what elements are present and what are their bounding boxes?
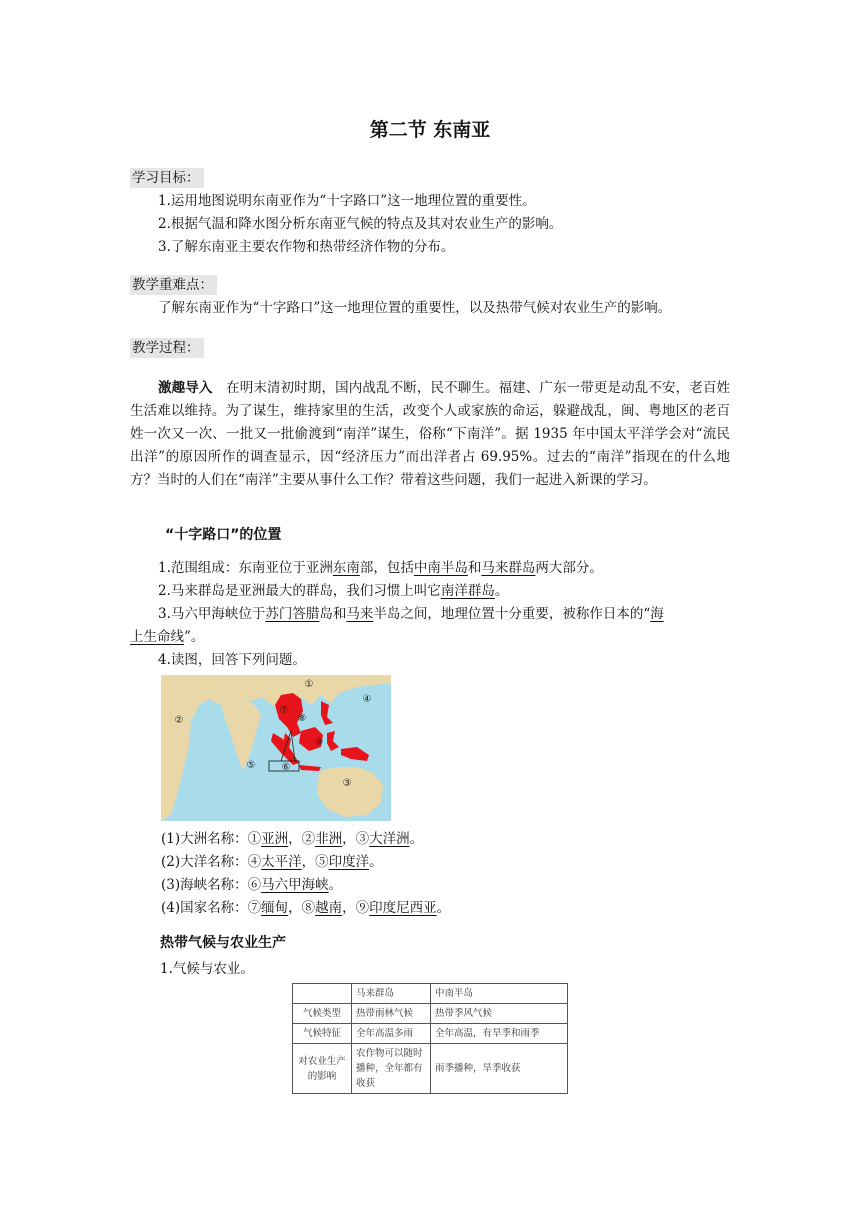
climate-table	[292, 983, 568, 1094]
key-points-text: 了解东南亚作为“十字路口”这一地理位置的重要性，以及热带气候对农业生产的影响。	[158, 300, 672, 316]
table-row	[293, 1044, 568, 1094]
process-label: 教学过程：	[130, 338, 204, 358]
table-cell: 对农业生产的影响	[293, 1044, 352, 1094]
s1-q3: (3)海峡名称：⑥马六甲海峡。	[161, 877, 343, 893]
table-cell: 全年高温，有旱季和雨季	[431, 1024, 568, 1044]
map-label-1: ①	[304, 679, 314, 690]
table-cell: 热带雨林气候	[352, 1004, 431, 1024]
map-label-3: ③	[342, 778, 352, 789]
map-label-7: ⑦	[279, 705, 289, 716]
map-label-4: ④	[362, 694, 372, 705]
table-header: 马来群岛	[352, 984, 431, 1004]
objective-item: 1.运用地图说明东南亚作为“十字路口”这一地理位置的重要性。	[158, 193, 536, 209]
section1-heading: “十字路口”的位置	[165, 527, 282, 543]
map-label-9: ⑨	[314, 737, 324, 748]
objectives-label: 学习目标：	[130, 168, 204, 188]
s2-line-1: 1.气候与农业。	[160, 961, 254, 977]
s1-line-3-cont: 上生命线”。	[130, 629, 205, 645]
intro-paragraph	[130, 377, 730, 492]
map-label-6: ⑥	[281, 762, 291, 773]
map-label-2: ②	[174, 715, 184, 726]
key-points-label: 教学重难点：	[130, 275, 217, 295]
intro-bold: 激趣导入	[158, 380, 213, 396]
southeast-asia-map	[161, 675, 391, 821]
table-cell	[293, 984, 352, 1004]
map-label-8: ⑧	[297, 713, 307, 724]
section2-heading: 热带气候与农业生产	[160, 935, 286, 951]
table-row	[293, 984, 568, 1004]
table-cell: 农作物可以随时播种，全年都有收获	[352, 1044, 431, 1094]
s1-q4: (4)国家名称：⑦缅甸，⑧越南，⑨印度尼西亚。	[161, 900, 451, 916]
table-cell: 气候类型	[293, 1004, 352, 1024]
table-row	[293, 1004, 568, 1024]
page-title: 第二节 东南亚	[369, 119, 491, 141]
map-label-5: ⑤	[246, 760, 256, 771]
table-cell: 热带季风气候	[431, 1004, 568, 1024]
objective-item: 2.根据气温和降水图分析东南亚气候的特点及其对农业生产的影响。	[158, 216, 563, 232]
table-header: 中南半岛	[431, 984, 568, 1004]
s1-q1: (1)大洲名称：①亚洲，②非洲，③大洋洲。	[161, 831, 424, 847]
table-cell: 雨季播种，旱季收获	[431, 1044, 568, 1094]
table-cell: 全年高温多雨	[352, 1024, 431, 1044]
s1-line-3: 3.马六甲海峡位于苏门答腊岛和马来半岛之间，地理位置十分重要，被称作日本的“海	[158, 606, 664, 622]
s1-q2: (2)大洋名称：④太平洋，⑤印度洋。	[161, 854, 383, 870]
s1-line-2: 2.马来群岛是亚洲最大的群岛，我们习惯上叫它南洋群岛。	[158, 583, 509, 599]
table-row	[293, 1024, 568, 1044]
table-cell: 气候特征	[293, 1024, 352, 1044]
intro-text: 在明末清初时期，国内战乱不断，民不聊生。福建、广东一带更是动乱不安，老百姓生活难以维持。为了谋生，维持家里的生活，改变个人或家族的命运，躲避战乱，闽、粤地区的老百姓一次又一次、一批又一批偷渡到“南洋”谋生，俗称“下南洋”。据 1935 年中国太平洋学会对“流民出洋”的原因所作的调查显示，因“经济压力”而出洋者占 69.95%。过去的“南洋”指现在的什么地方？当时的人们在“南洋”主要从事什么工作？带着这些问题，我们一起进入新课的学习。	[130, 380, 731, 488]
objective-item: 3.了解东南亚主要农作物和热带经济作物的分布。	[158, 239, 455, 255]
s1-line-1: 1.范围组成：东南亚位于亚洲东南部，包括中南半岛和马来群岛两大部分。	[158, 560, 603, 576]
s1-line-4: 4.读图，回答下列问题。	[158, 652, 306, 668]
